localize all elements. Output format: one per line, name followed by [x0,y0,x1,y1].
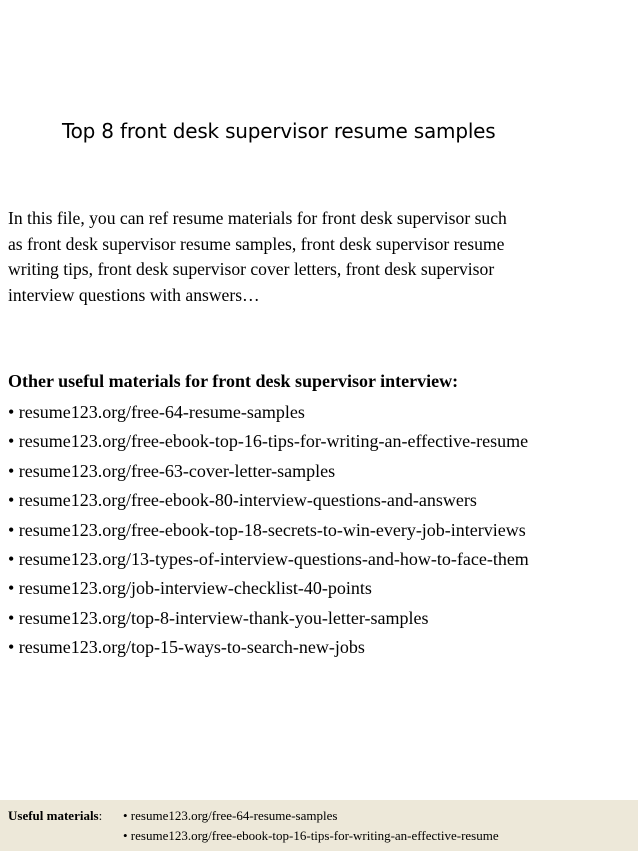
material-link-item[interactable]: • resume123.org/13-types-of-interview-questions-and-how-to-face-them [8,549,529,570]
footer-label [8,806,102,826]
material-link-item[interactable]: • resume123.org/job-interview-checklist-40-points [8,578,372,599]
material-link-item[interactable]: • resume123.org/top-8-interview-thank-you-letter-samples [8,607,429,628]
other-materials-heading: Other useful materials for front desk supervisor interview: [8,371,459,391]
materials-list [8,398,529,663]
material-link-item[interactable]: • resume123.org/free-ebook-top-16-tips-for-writing-an-effective-resume [8,431,529,452]
footer-link-item[interactable]: • resume123.org/free-ebook-top-16-tips-for-writing-an-effective-resume [123,828,499,843]
material-link-item[interactable]: • resume123.org/free-ebook-top-18-secrets-to-win-every-job-interviews [8,519,526,540]
footer-label-colon: : [98,808,103,823]
intro-line: writing tips, front desk supervisor cover letters, front desk supervisor [8,259,495,279]
footer-label-text: Useful materials [8,808,99,823]
material-link-item[interactable]: • resume123.org/free-63-cover-letter-samples [8,460,336,481]
intro-line: In this file, you can ref resume materials for front desk supervisor such [8,208,507,228]
material-link-item[interactable]: • resume123.org/free-ebook-80-interview-questions-and-answers [8,490,477,511]
material-link-item[interactable]: • resume123.org/top-15-ways-to-search-new-jobs [8,637,365,658]
intro-line: interview questions with answers… [8,284,260,305]
footer-materials-list [123,806,499,846]
footer-link-item[interactable]: • resume123.org/free-64-resume-samples [123,808,338,823]
page-title: Top 8 front desk supervisor resume samples [62,119,496,143]
intro-paragraph [8,206,630,308]
intro-line: as front desk supervisor resume samples, front desk supervisor resume [8,233,505,254]
material-link-item[interactable]: • resume123.org/free-64-resume-samples [8,402,305,422]
